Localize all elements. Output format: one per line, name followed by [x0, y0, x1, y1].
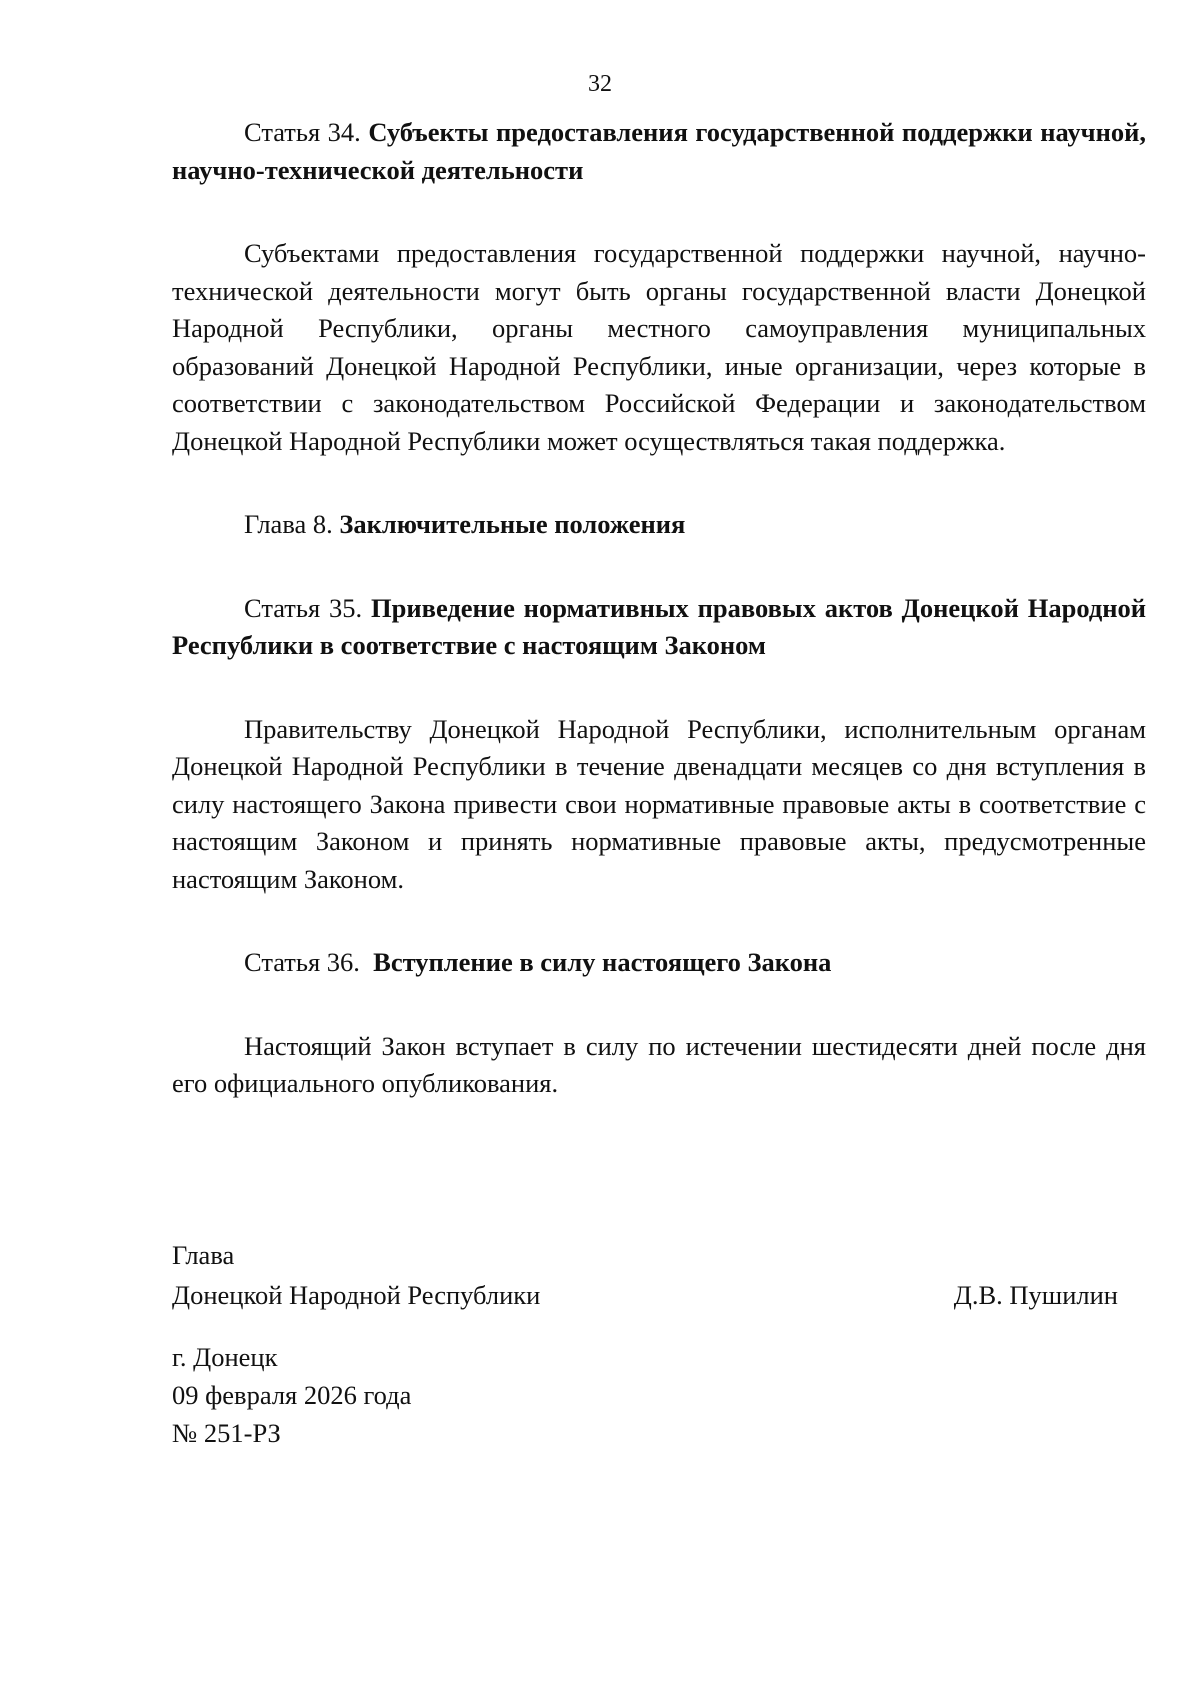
meta-city: г. Донецк [172, 1342, 278, 1372]
article-34-prefix: Статья 34. [244, 117, 361, 147]
article-36-body: Настоящий Закон вступает в силу по истечении шестидесяти дней после дня его официального опубликования. [172, 1030, 1146, 1098]
page-number: 32 [588, 71, 612, 97]
meta-date: 09 февраля 2026 года [172, 1380, 412, 1410]
article-34-title: Субъекты предоставления государственной поддержки научной, научно-технической деятельности [172, 117, 1146, 185]
document-body [172, 114, 1146, 1103]
chapter-8-heading [172, 506, 1146, 544]
signature-block [172, 1235, 1118, 1315]
chapter-8-prefix: Глава 8. [244, 509, 333, 539]
signatory-position-line1: Глава [172, 1240, 235, 1270]
article-36-prefix: Статья 36. [244, 947, 360, 977]
chapter-8-title: Заключительные положения [339, 509, 686, 539]
article-35-prefix: Статья 35. [244, 592, 363, 623]
signatory-position-line2: Донецкой Народной Республики [172, 1280, 541, 1310]
document-meta [172, 1338, 411, 1452]
article-36-heading [172, 944, 1146, 982]
article-34-heading [172, 114, 1146, 189]
article-35-title: Приведение нормативных правовых актов Донецкой Народной Республики в соответствие с настоящим Законом [172, 592, 1147, 660]
signatory-name: Д.В. Пушилин [953, 1280, 1118, 1310]
article-35-heading [172, 590, 1146, 665]
article-36-title: Вступление в силу настоящего Закона [373, 947, 832, 977]
article-34-body: Субъектами предоставления государственной поддержки научной, научно-технической деятельности могут быть органы государственной власти Донецкой Народной Республики, органы местного самоуправления муниципальных образований Донецкой Народной Республики, иные организации, через которые в соответствии с законодательством Российской Федерации и законодательством Донецкой Народной Республики может осуществляться такая поддержка. [172, 238, 1146, 456]
meta-number: № 251-РЗ [172, 1418, 281, 1448]
article-35-body: Правительству Донецкой Народной Республики, исполнительным органам Донецкой Народной Республики в течение двенадцати месяцев со дня вступления в силу настоящего Закона привести свои нормативные правовые акты в соответствие с настоящим Законом и принять нормативные правовые акты, предусмотренные настоящим Законом. [172, 713, 1146, 894]
